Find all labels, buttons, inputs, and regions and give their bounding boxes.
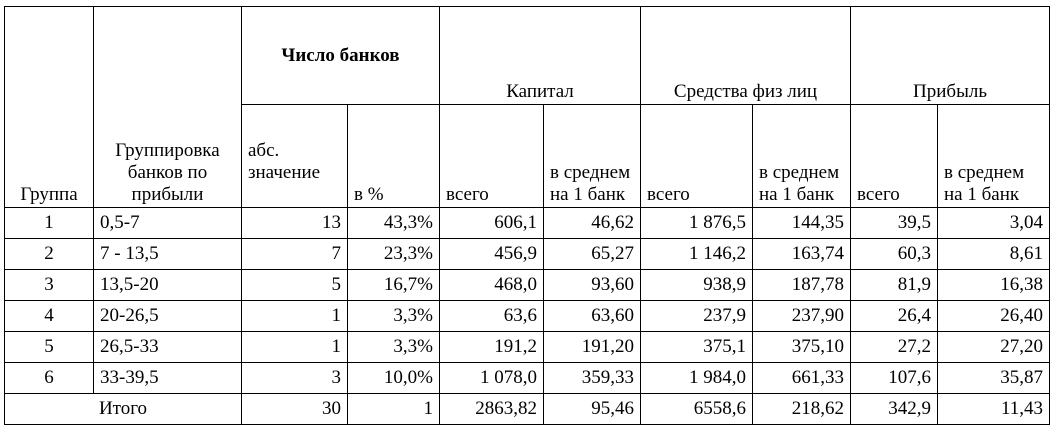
totals-cap-total: 2863,82 [440,394,544,425]
header-profit: Прибыль [851,7,1050,105]
header-abs-value [242,105,348,208]
totals-label: Итого [5,394,242,425]
table-row [5,208,1050,239]
header-percent: в % [348,105,440,208]
cell-group: 2 [5,239,94,270]
cell-dep-avg: 661,33 [753,363,851,394]
header-capital-avg: в среднем на 1 банк [544,105,641,208]
cell-dep-total: 1 146,2 [641,239,753,270]
cell-cap-total: 606,1 [440,208,544,239]
totals-prof-avg: 11,43 [938,394,1050,425]
header-capital-total: всего [440,105,544,208]
cell-count: 1 [242,301,348,332]
cell-count: 1 [242,332,348,363]
cell-count: 13 [242,208,348,239]
table-row [5,332,1050,363]
cell-range: 26,5-33 [94,332,242,363]
cell-prof-total: 27,2 [851,332,938,363]
cell-dep-avg: 375,10 [753,332,851,363]
cell-group: 1 [5,208,94,239]
cell-dep-total: 1 984,0 [641,363,753,394]
totals-cap-avg: 95,46 [544,394,641,425]
header-deposits-avg: в среднем на 1 банк [753,105,851,208]
table-body [5,208,1050,425]
cell-pct: 16,7% [348,270,440,301]
cell-cap-avg: 46,62 [544,208,641,239]
cell-cap-avg: 63,60 [544,301,641,332]
cell-prof-avg: 3,04 [938,208,1050,239]
cell-cap-avg: 359,33 [544,363,641,394]
cell-dep-total: 938,9 [641,270,753,301]
cell-pct: 10,0% [348,363,440,394]
header-grouping: Группировка банков по прибыли [94,7,242,208]
cell-range: 7 - 13,5 [94,239,242,270]
totals-count: 30 [242,394,348,425]
table-row [5,239,1050,270]
totals-row [5,394,1050,425]
cell-group: 5 [5,332,94,363]
cell-prof-total: 60,3 [851,239,938,270]
cell-cap-total: 63,6 [440,301,544,332]
cell-cap-avg: 191,20 [544,332,641,363]
header-capital: Капитал [440,7,641,105]
header-group: Группа [5,7,94,208]
table-row [5,270,1050,301]
cell-count: 5 [242,270,348,301]
cell-dep-avg: 187,78 [753,270,851,301]
cell-dep-total: 375,1 [641,332,753,363]
cell-dep-avg: 144,35 [753,208,851,239]
cell-range: 33-39,5 [94,363,242,394]
cell-prof-avg: 26,40 [938,301,1050,332]
cell-prof-total: 26,4 [851,301,938,332]
bank-grouping-table [4,6,1050,425]
cell-group: 3 [5,270,94,301]
cell-pct: 43,3% [348,208,440,239]
cell-cap-total: 456,9 [440,239,544,270]
cell-prof-total: 81,9 [851,270,938,301]
totals-dep-total: 6558,6 [641,394,753,425]
table-row [5,301,1050,332]
cell-range: 0,5-7 [94,208,242,239]
cell-group: 4 [5,301,94,332]
cell-dep-avg: 163,74 [753,239,851,270]
cell-dep-avg: 237,90 [753,301,851,332]
totals-dep-avg: 218,62 [753,394,851,425]
cell-prof-total: 39,5 [851,208,938,239]
cell-prof-avg: 8,61 [938,239,1050,270]
cell-cap-avg: 93,60 [544,270,641,301]
cell-count: 3 [242,363,348,394]
cell-dep-total: 1 876,5 [641,208,753,239]
header-deposits: Средства физ лиц [641,7,851,105]
cell-cap-total: 1 078,0 [440,363,544,394]
cell-cap-total: 191,2 [440,332,544,363]
header-profit-total: всего [851,105,938,208]
cell-cap-avg: 65,27 [544,239,641,270]
table-row [5,363,1050,394]
table-header [5,7,1050,208]
cell-cap-total: 468,0 [440,270,544,301]
cell-prof-avg: 27,20 [938,332,1050,363]
totals-pct: 1 [348,394,440,425]
cell-count: 7 [242,239,348,270]
header-bank-count: Число банков [242,7,440,105]
cell-group: 6 [5,363,94,394]
cell-range: 20-26,5 [94,301,242,332]
cell-range: 13,5-20 [94,270,242,301]
cell-dep-total: 237,9 [641,301,753,332]
cell-pct: 23,3% [348,239,440,270]
cell-pct: 3,3% [348,301,440,332]
header-deposits-total: всего [641,105,753,208]
cell-prof-avg: 16,38 [938,270,1050,301]
cell-prof-avg: 35,87 [938,363,1050,394]
cell-pct: 3,3% [348,332,440,363]
cell-prof-total: 107,6 [851,363,938,394]
header-profit-avg: в среднем на 1 банк [938,105,1050,208]
header-abs-value-text: абс. значение [248,140,321,183]
totals-prof-total: 342,9 [851,394,938,425]
